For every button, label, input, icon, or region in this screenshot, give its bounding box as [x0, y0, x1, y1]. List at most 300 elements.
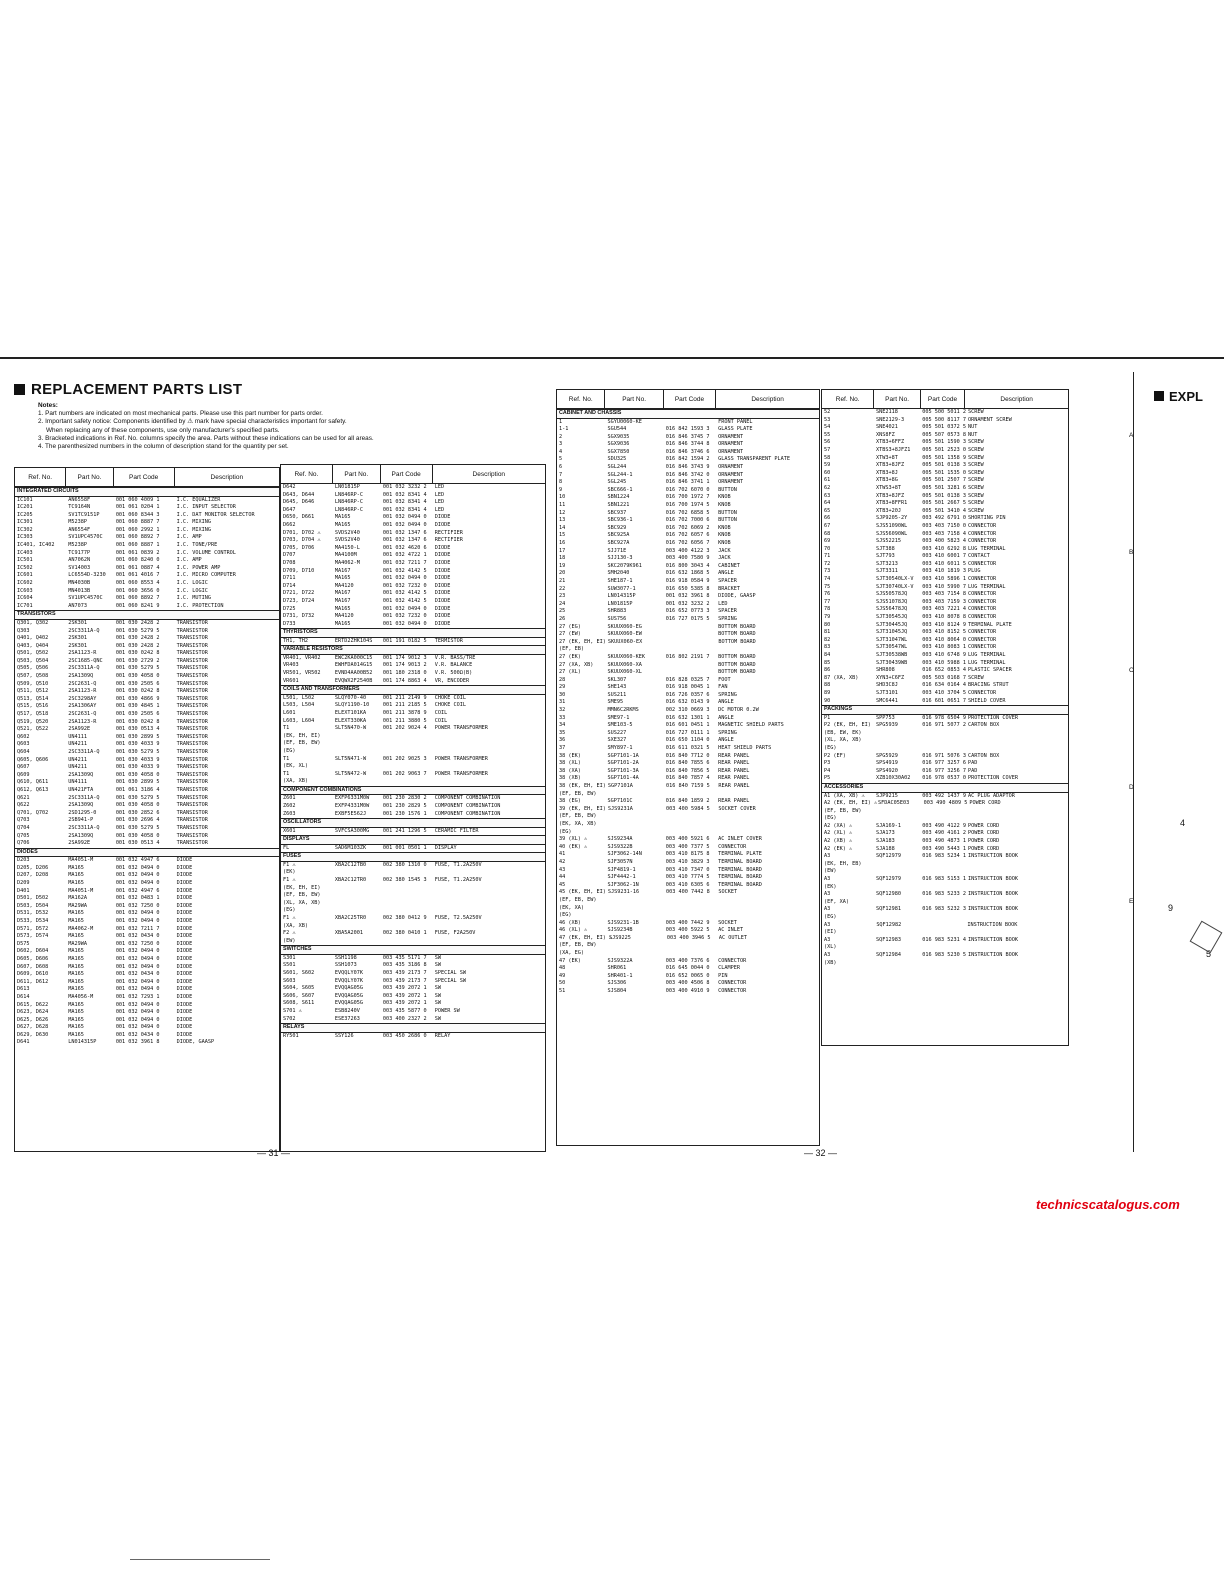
- cell-ref: S606, S607: [283, 992, 315, 999]
- cell-ref: IC604: [17, 595, 33, 602]
- cell-desc: SPECIAL SW: [434, 977, 466, 984]
- cell-part: SPG5939: [876, 722, 898, 729]
- cell-desc: AC INLET COVER: [718, 836, 762, 843]
- cell-code: 001 060 8553 4: [115, 580, 160, 587]
- cell-ref: IC701: [17, 602, 33, 609]
- cell-part: LN01815P: [607, 600, 633, 607]
- watermark-link[interactable]: technicscatalogus.com: [1036, 1197, 1180, 1212]
- cell-code: 003 403 7150 0: [922, 522, 966, 529]
- table-row: [557, 456, 819, 464]
- cell-ref: 38 (XB): [559, 775, 581, 782]
- cell-part: XTB3+8JFZ: [876, 492, 905, 499]
- cell-ref: D733: [283, 620, 296, 627]
- cell-desc: SW: [434, 985, 441, 992]
- table-row: [15, 580, 279, 588]
- cell-part: SJS9234B: [607, 927, 633, 934]
- table-row: [15, 840, 279, 848]
- cell-code: 001 032 7250 0: [115, 902, 160, 909]
- cell-part: SGL244-1: [607, 471, 633, 478]
- cell-code: 016 727 0111 1: [665, 729, 710, 736]
- callout-number: 5: [1206, 949, 1212, 959]
- cell-ref: D703, D704 ⚠: [283, 537, 321, 544]
- cell-part: MA165: [68, 1009, 84, 1016]
- cell-part: SGX9035: [607, 433, 630, 440]
- cell-code: [664, 646, 716, 654]
- cell-part: [606, 897, 664, 905]
- cell-part: LN846RP-C: [334, 499, 363, 506]
- cell-desc: SW: [434, 962, 441, 969]
- cell-desc: TRANSISTOR: [176, 764, 208, 771]
- cell-code: 001 060 8892 7: [115, 595, 160, 602]
- cell-code: 001 032 4142 5: [382, 597, 427, 604]
- cell-part: EWHFDA014G15: [334, 662, 373, 669]
- table-row: [15, 1032, 279, 1040]
- table-row: [15, 557, 279, 565]
- cell-part: 2SC1685-QNC: [68, 657, 103, 664]
- cell-part: XTB3+8G: [876, 477, 898, 484]
- cell-ref: (XA, XB): [283, 922, 308, 929]
- cell-code: 016 800 3043 4: [665, 562, 710, 569]
- callout-number: 9: [1168, 903, 1174, 913]
- cell-part: SJF4819-1: [607, 866, 636, 873]
- cell-desc: [965, 944, 1068, 952]
- cell-part: 2SA992E: [68, 726, 91, 733]
- cell-code: 001 032 0494 0: [382, 514, 427, 521]
- cell-code: [381, 892, 433, 900]
- cell-desc: TERMINAL BOARD: [718, 881, 762, 888]
- column-header-part: Part No.: [874, 390, 920, 408]
- table-row: [822, 914, 1068, 922]
- table-row: [822, 682, 1068, 690]
- table-row: [822, 937, 1068, 945]
- cell-part: [874, 730, 921, 738]
- cell-code: 002 310 0669 3: [665, 707, 710, 714]
- cell-ref: D401: [17, 887, 30, 894]
- cell-desc: DIODE: [176, 993, 193, 1000]
- cell-desc: LUG TERMINAL: [967, 652, 1006, 658]
- cell-code: 001 032 0494 0: [115, 986, 160, 993]
- next-page-edge: [1133, 372, 1134, 1152]
- table-row: [822, 584, 1068, 592]
- table-row: [822, 652, 1068, 660]
- cell-part: SQF12982: [876, 921, 902, 928]
- cell-ref: A3: [824, 936, 831, 943]
- page-number-left: — 31 —: [257, 1148, 291, 1158]
- cell-desc: PROTECTION COVER: [967, 775, 1018, 782]
- cell-part: SJF3062-14N: [607, 851, 642, 858]
- cell-part: SV1TC9151P: [68, 511, 100, 518]
- table-row: [15, 956, 279, 964]
- note-2b: When replacing any of these components, use only manufacturer's specified parts.: [46, 426, 280, 434]
- cell-part: XTW3+8T: [876, 454, 898, 461]
- cell-code: 003 435 5171 7: [382, 954, 427, 961]
- cell-part: SJP9205-2Y: [876, 515, 908, 522]
- cell-desc: AC INLET: [718, 927, 744, 934]
- cell-desc: I.C. MIXING: [176, 519, 211, 526]
- cell-code: 003 439 2072 1: [382, 992, 427, 999]
- table-row: [822, 417, 1068, 425]
- table-row: [557, 942, 819, 950]
- cell-ref: 65: [824, 507, 831, 514]
- cell-ref: 23: [559, 593, 566, 600]
- cell-desc: BOTTOM BOARD: [718, 631, 756, 638]
- table-row: [281, 970, 545, 978]
- table-row: [15, 971, 279, 979]
- table-row: [557, 965, 819, 973]
- cell-desc: TRANSISTOR: [176, 824, 208, 831]
- cell-desc: REAR PANEL: [718, 752, 750, 759]
- cell-ref: A3: [824, 853, 831, 860]
- cell-ref: VR501, VR502: [283, 670, 321, 677]
- cell-code: [921, 737, 966, 745]
- cell-desc: DIODE: [176, 1024, 193, 1031]
- cell-part: [333, 900, 381, 908]
- cell-ref: 76: [824, 591, 831, 598]
- table-row: [557, 548, 819, 556]
- cell-ref: L603, L604: [283, 717, 315, 724]
- cell-part: EVQQLY07K: [334, 970, 363, 977]
- callout-number: 4: [1180, 818, 1186, 828]
- table-row: [822, 622, 1068, 630]
- cell-part: MA165: [68, 955, 84, 962]
- section-heading: TRANSISTORS: [15, 610, 279, 620]
- cell-code: 001 030 5279 5: [115, 665, 160, 672]
- table-row: [557, 874, 819, 882]
- column-header-desc: Description: [1000, 395, 1033, 403]
- cell-part: SKUUX060-XL: [607, 669, 642, 676]
- cell-ref: (EB, EW, EK): [824, 729, 862, 736]
- table-row: [15, 757, 279, 765]
- cell-ref: (EF, EB, EW): [283, 892, 321, 899]
- cell-part: SGL245: [607, 479, 627, 486]
- cell-part: [333, 778, 381, 786]
- cell-ref: 12: [559, 509, 566, 516]
- cell-part: SJS306: [607, 980, 627, 987]
- table-row: [822, 715, 1068, 723]
- cell-desc: SCREW: [967, 439, 984, 446]
- cell-code: 016 652 0853 4: [922, 667, 966, 674]
- cell-part: SJA173: [876, 830, 895, 837]
- cell-ref: Q610, Q611: [17, 779, 49, 786]
- cell-desc: CONNECTOR: [718, 980, 747, 987]
- cell-desc: COIL: [434, 717, 448, 724]
- cell-part: SME103-5: [607, 722, 633, 729]
- table-row: [281, 993, 545, 1001]
- bullet-square-icon: [1154, 391, 1164, 401]
- table-row: [822, 629, 1068, 637]
- cell-desc: LED: [718, 600, 728, 607]
- cell-ref: 31: [559, 699, 566, 706]
- cell-ref: 38 (EG): [559, 798, 581, 805]
- table-row: [822, 846, 1068, 854]
- cell-code: 003 410 3704 5: [922, 689, 966, 696]
- cell-desc: CONNECTOR: [967, 689, 997, 696]
- cell-ref: IC201: [17, 504, 33, 511]
- table-row: [15, 519, 279, 527]
- table-row: [281, 740, 545, 748]
- cell-code: 003 410 8124 9: [922, 621, 966, 628]
- cell-part: XTB3+8J: [876, 469, 898, 476]
- table-row: [557, 616, 819, 624]
- table-row: [15, 1002, 279, 1010]
- table-row: [557, 578, 819, 586]
- cell-desc: CONNECTOR: [967, 522, 997, 529]
- cell-part: SSY126: [334, 1032, 354, 1039]
- cell-code: [381, 733, 433, 741]
- table-row: [557, 768, 819, 776]
- cell-part: AN6554F: [68, 526, 91, 533]
- table-row: [822, 899, 1068, 907]
- cell-part: [874, 960, 921, 968]
- cell-part: SAD6M103ZK: [334, 844, 367, 851]
- table-row: [15, 817, 279, 825]
- cell-ref: 26: [559, 615, 566, 622]
- column-header-ref: Ref. No.: [15, 468, 66, 486]
- cell-code: 003 410 8064 0: [922, 636, 966, 643]
- parts-table-4: [821, 389, 1069, 1046]
- table-row: [557, 624, 819, 632]
- table-row: [822, 775, 1068, 783]
- table-row: [557, 935, 819, 943]
- cell-ref: Q604: [17, 749, 30, 755]
- table-row: [15, 910, 279, 918]
- cell-desc: PAD: [967, 760, 978, 767]
- cell-code: 016 702 6070 0: [665, 486, 710, 493]
- table-row: [15, 726, 279, 734]
- cell-ref: 81: [824, 629, 831, 636]
- cell-ref: 2: [559, 433, 563, 440]
- cell-ref: 68: [824, 530, 831, 537]
- cell-desc: INSTRUCTION BOOK: [967, 936, 1018, 943]
- table-row: [822, 698, 1068, 706]
- table-row: [281, 862, 545, 870]
- cell-part: [333, 869, 381, 877]
- cell-part: SJT3101: [876, 689, 898, 696]
- cell-part: SJT388: [876, 545, 895, 552]
- cell-desc: SW: [434, 1000, 441, 1007]
- cell-part: EVND4AA00B52: [334, 670, 373, 677]
- cell-ref: 20: [559, 570, 566, 577]
- table-row: [822, 722, 1068, 730]
- cell-part: SBC929: [607, 524, 627, 531]
- cell-code: 016 840 1859 2: [665, 798, 710, 805]
- cell-ref: T1: [283, 755, 290, 762]
- cell-desc: SCREW: [967, 484, 984, 491]
- table-row: [15, 620, 279, 628]
- cell-code: 003 450 2686 0: [382, 1032, 427, 1039]
- cell-part: EVQWX2F2540B: [334, 677, 373, 684]
- cell-desc: [965, 745, 1068, 753]
- cell-part: SJS9225: [609, 934, 631, 941]
- cell-ref: D209: [17, 880, 30, 886]
- cell-code: 005 501 1590 3: [922, 439, 966, 446]
- cell-part: SKUUX060-EG: [607, 623, 642, 630]
- cell-part: SV14003: [68, 564, 91, 571]
- cell-ref: 15: [559, 532, 566, 539]
- cell-desc: [433, 869, 545, 877]
- cell-ref: 55: [824, 431, 831, 438]
- cell-code: 003 400 2327 2: [382, 1015, 427, 1022]
- cell-ref: S608, S611: [283, 1000, 315, 1007]
- table-row: [281, 985, 545, 993]
- cell-code: 016 918 0045 1: [665, 684, 710, 691]
- cell-ref: D711: [283, 575, 296, 582]
- cell-desc: PROTECTION COVER: [967, 714, 1018, 721]
- cell-part: SMY897-1: [607, 745, 633, 752]
- cell-ref: Q602: [17, 733, 30, 740]
- cell-desc: I.C. MIXING: [176, 526, 211, 533]
- cell-ref: Q403, Q404: [17, 642, 49, 649]
- cell-code: 001 032 0494 0: [115, 1016, 160, 1023]
- cell-ref: 40 (EK) ⚠: [559, 843, 588, 850]
- table-row: [822, 823, 1068, 831]
- cell-part: MA165: [68, 1031, 84, 1038]
- cell-ref: Q301, Q302: [17, 619, 49, 626]
- cell-part: SSH1073: [334, 962, 357, 969]
- cell-ref: 52: [824, 409, 831, 415]
- cell-code: 003 410 5988 1: [922, 659, 966, 666]
- cell-code: 001 032 0494 0: [115, 864, 160, 871]
- cell-part: TC9164N: [68, 504, 91, 511]
- cell-ref: Q517, Q518: [17, 711, 49, 718]
- cell-ref: (EK, XA): [559, 904, 584, 911]
- cell-desc: ORNAMENT: [718, 448, 744, 455]
- table-row: [281, 670, 545, 678]
- cell-part: SJT30740LX-V: [876, 583, 914, 590]
- cell-desc: DIODE: [176, 963, 193, 970]
- cell-part: MA167: [334, 567, 351, 574]
- cell-ref: 9: [559, 486, 563, 493]
- cell-part: SV1UPC4570C: [68, 534, 103, 541]
- cell-code: 003 439 2173 7: [382, 977, 427, 984]
- table-row: [822, 737, 1068, 745]
- cell-desc: TRANSISTOR: [176, 741, 208, 748]
- cell-ref: Q401, Q402: [17, 635, 49, 642]
- cell-code: 003 400 7442 9: [665, 919, 710, 926]
- cell-code: 016 726 0357 6: [665, 691, 710, 698]
- cell-desc: TERMISTOR: [434, 637, 463, 644]
- cell-part: XBA2C25TR0: [334, 915, 367, 921]
- cell-desc: LED: [434, 506, 445, 513]
- table-row: [15, 964, 279, 972]
- table-row: [557, 654, 819, 662]
- cell-code: [921, 899, 966, 907]
- cell-desc: [433, 748, 545, 756]
- cell-part: SJS9231-1B: [607, 919, 639, 926]
- cell-part: SBC666-1: [607, 486, 633, 493]
- cell-desc: TRANSISTOR: [176, 627, 208, 634]
- cell-part: [874, 914, 921, 922]
- cell-code: 003 439 2173 7: [382, 970, 427, 977]
- cell-desc: [965, 960, 1068, 968]
- table-row: [557, 905, 819, 913]
- column-header-code: Part Code: [921, 390, 965, 408]
- cell-code: 016 840 7857 4: [665, 775, 710, 782]
- table-row: [822, 960, 1068, 968]
- cell-desc: TERMINAL BOARD: [718, 866, 762, 873]
- table-row: [15, 527, 279, 535]
- column-header-ref: Ref. No.: [822, 390, 874, 408]
- cell-desc: [433, 740, 545, 748]
- cell-desc: [965, 730, 1068, 738]
- cell-desc: JACK: [718, 555, 731, 562]
- cell-ref: FL: [283, 844, 290, 851]
- cell-ref: (EK, EH, EB): [824, 860, 862, 867]
- cell-ref: 6: [559, 464, 563, 471]
- table-row: [557, 753, 819, 761]
- column-header-part: Part No.: [333, 465, 381, 483]
- table-row: [822, 553, 1068, 561]
- cell-code: 001 202 9024 4: [382, 725, 427, 732]
- cell-code: [664, 942, 716, 950]
- cell-desc: FUSE, T2.5A250V: [434, 915, 482, 921]
- cell-part: MA165: [68, 986, 84, 993]
- cell-desc: DIODE: [434, 613, 451, 620]
- table-row: [15, 565, 279, 573]
- cell-code: 001 060 8240 0: [115, 557, 160, 564]
- cell-desc: TERMINAL PLATE: [718, 851, 762, 858]
- cell-part: MA165: [334, 514, 351, 521]
- table-row: [15, 719, 279, 727]
- cell-desc: TRANSISTOR: [176, 749, 208, 755]
- cell-desc: BUTTON: [718, 509, 737, 516]
- cell-part: [606, 829, 664, 837]
- table-row: [822, 538, 1068, 546]
- cell-code: 001 032 7232 0: [382, 613, 427, 620]
- table-row: [822, 523, 1068, 531]
- cell-ref: D708: [283, 559, 296, 566]
- table-row: [822, 745, 1068, 753]
- cell-part: SJT30540LX-V: [876, 576, 914, 583]
- cell-desc: TRANSISTOR: [176, 809, 208, 816]
- column-header-part: Part No.: [66, 468, 113, 486]
- table-row: [822, 614, 1068, 622]
- cell-desc: [433, 763, 545, 771]
- cell-code: [381, 869, 433, 877]
- cell-part: [874, 944, 921, 952]
- cell-ref: D627, D628: [17, 1024, 49, 1031]
- cell-desc: CABINET: [718, 562, 741, 569]
- cell-ref: 51: [559, 988, 566, 995]
- cell-part: SUS227: [607, 729, 627, 736]
- cell-part: MA4120: [334, 582, 354, 589]
- table-row: [281, 522, 545, 530]
- cell-code: 001 030 4058 0: [115, 832, 160, 839]
- cell-ref: 19: [559, 562, 566, 569]
- cell-ref: 83: [824, 644, 831, 651]
- cell-code: 001 060 4009 1: [115, 496, 160, 503]
- cell-code: 003 410 8083 1: [922, 644, 966, 651]
- table-row: [15, 635, 279, 643]
- cell-part: SGX9036: [607, 441, 630, 448]
- cell-ref: 14: [559, 524, 566, 531]
- cell-code: 005 507 0573 8: [922, 431, 966, 438]
- cell-ref: 1: [559, 418, 563, 425]
- cell-code: 001 202 9025 3: [382, 755, 427, 762]
- cell-code: 001 032 0494 0: [382, 605, 427, 612]
- cell-desc: DIODE: [176, 1016, 193, 1023]
- cell-part: SLT5N472-W: [334, 770, 367, 777]
- cell-ref: (EG): [824, 914, 837, 920]
- cell-code: 016 846 3745 7: [665, 433, 710, 440]
- table-row: [822, 830, 1068, 838]
- table-row: [281, 583, 545, 591]
- cell-part: MA165: [68, 971, 84, 978]
- cell-code: 016 840 7855 6: [665, 760, 710, 767]
- cell-ref: D609, D610: [17, 971, 49, 978]
- cell-code: 001 061 0839 2: [115, 549, 160, 556]
- cell-part: 2SC3311A-Q: [68, 824, 100, 831]
